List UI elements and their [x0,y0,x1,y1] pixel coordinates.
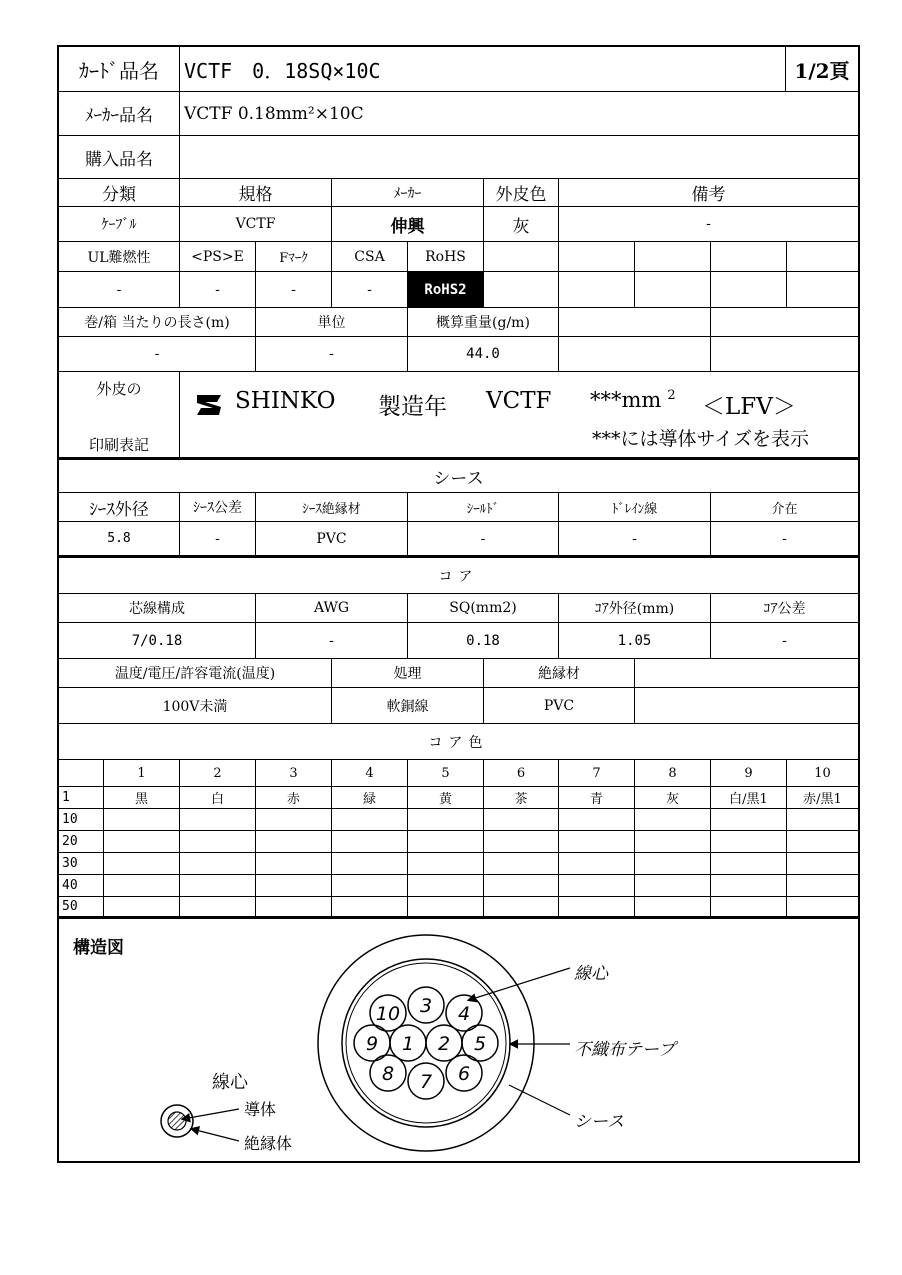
cert-value-row [59,272,858,308]
table-row [59,897,858,919]
color-cell [559,897,635,916]
shinko-logo-icon [195,393,223,417]
color-cell: 白 [180,787,256,808]
print-lfv: ＜LFV＞ [702,394,796,420]
sq-value: 0.18 [408,623,559,658]
color-cell: 1 [104,760,180,786]
core-title: コア [438,568,479,585]
small-label-conductor: 導体 [244,1100,277,1119]
ul-value: - [59,272,180,307]
length-header-blank [711,308,858,336]
sheath-header-row [59,493,858,522]
cert-value-blank [484,272,559,307]
sheath-insulation-value: PVC [256,522,408,555]
color-cell: 灰 [635,787,711,808]
color-cell [559,875,635,896]
color-cell [635,875,711,896]
electrical-header-blank [635,659,858,687]
color-cell: 黄 [408,787,484,808]
csa-header: CSA [332,242,408,271]
core-group [354,987,498,1099]
treatment-value: 軟銅線 [332,688,484,723]
label-tape: 不織布テープ [574,1040,676,1060]
core-number: 7 [419,1071,433,1093]
cert-value-blank [711,272,787,307]
sheath-value-row [59,522,858,558]
color-cell [635,897,711,916]
color-cell [484,853,559,874]
printing-label [59,372,180,457]
color-cell [332,809,408,830]
table-row [59,853,858,875]
spec-sheet [57,45,860,1163]
maker-name-label: ﾒｰｶｰ品名 [59,92,180,135]
row-label: 1 [59,787,104,808]
core-tolerance-value: - [782,632,787,649]
maker-name-row [59,92,858,136]
color-cell [180,809,256,830]
treatment-header: 処理 [332,659,484,687]
filler-value: - [782,530,787,547]
core-color-title-row [59,724,858,760]
core-number: 4 [457,1003,471,1025]
spec-value: VCTF [180,207,332,241]
row-label [59,760,104,786]
f-mark-value: - [256,272,332,307]
print-type: VCTF [486,388,552,414]
color-column-header-row [59,760,858,787]
color-cell [180,875,256,896]
f-mark-header: Fﾏｰｸ [256,242,332,271]
core-tolerance-header: ｺｱ公差 [763,601,806,617]
color-cell [256,853,332,874]
filler-header: 介在 [771,501,798,517]
card-name-label: ｶｰﾄﾞ品名 [59,47,180,91]
purchase-name-label: 購入品名 [59,136,180,178]
core-number: 1 [401,1033,415,1055]
color-cell [256,875,332,896]
length-header-blank [559,308,711,336]
maker-header: ﾒｰｶｰ [332,179,484,206]
classification-header: 分類 [59,179,180,206]
cert-header-blank [559,242,635,271]
cert-value-blank [635,272,711,307]
ul-header: UL難燃性 [59,242,180,271]
color-cell [711,809,787,830]
color-cell [332,831,408,852]
sheath-title: シース [433,468,484,489]
color-cell [559,809,635,830]
sheath-insulation-header: ｼｰｽ絶縁材 [256,493,408,521]
row-label: 30 [59,853,104,874]
color-cell: 9 [711,760,787,786]
color-cell: 10 [814,765,831,781]
small-label-insulation: 絶縁体 [244,1134,293,1153]
pse-value: - [180,272,256,307]
color-cell [484,831,559,852]
classification-value: ｹｰﾌﾞﾙ [59,207,180,241]
color-cell [635,809,711,830]
printing-label-bottom: 印刷表記 [88,436,149,454]
unit-header: 単位 [256,308,408,336]
color-cell: 白/黒1 [711,787,787,808]
color-cell [711,831,787,852]
length-per-roll-header: 巻/箱 当たりの長さ(m) [59,308,256,336]
insulation-header: 絶縁材 [484,659,635,687]
color-cell [408,853,484,874]
color-cell: 7 [559,760,635,786]
remarks-header: 備考 [691,185,726,205]
length-value-blank [559,337,711,371]
cert-header-blank [787,242,858,271]
color-cell: 8 [635,760,711,786]
length-per-roll-value: - [59,337,256,371]
unit-value: - [256,337,408,371]
purchase-name-value [180,136,858,178]
core-number: 8 [381,1063,395,1085]
core-header-row [59,594,858,623]
color-cell [332,897,408,916]
color-cell [104,897,180,916]
electrical-value-blank [635,688,858,723]
cert-header-blank [635,242,711,271]
row-label: 40 [59,875,104,896]
print-note: ***には導体サイズを表示 [592,428,809,450]
pse-header: <PS>E [180,242,256,271]
rohs-badge: RoHS2 [408,272,484,307]
color-cell: 6 [484,760,559,786]
table-row [59,787,858,809]
sheath-od-header: ｼｰｽ外径 [59,493,180,521]
print-year: 製造年 [378,394,447,420]
cert-header-row [59,242,858,272]
row-label: 50 [59,897,104,916]
row-label: 20 [59,831,104,852]
color-cell [787,853,858,874]
print-size-sup: 2 [667,388,676,403]
color-cell: 黒 [104,787,180,808]
core-od-value: 1.05 [559,623,711,658]
color-cell [711,853,787,874]
core-number: 3 [419,995,433,1017]
sheath-color-value: 灰 [484,207,559,241]
electrical-value-row [59,688,858,724]
color-cell: 3 [256,760,332,786]
color-cell [408,831,484,852]
label-sheath: シース [574,1112,625,1132]
printing-label-top: 外皮の [96,380,142,398]
drain-wire-header: ﾄﾞﾚｲﾝ線 [559,493,711,521]
insulation-value: PVC [484,688,635,723]
remarks-value: - [706,216,711,232]
structure-title: 構造図 [73,938,124,958]
sheath-title-row [59,460,858,493]
sheath-tolerance-value: - [180,522,256,555]
color-cell [256,809,332,830]
print-size [590,388,676,412]
color-cell: 緑 [332,787,408,808]
cert-header-blank [484,242,559,271]
sheath-od-value: 5.8 [59,522,180,555]
temp-voltage-header: 温度/電圧/許容電流(温度) [59,659,332,687]
color-cell: 茶 [484,787,559,808]
color-cell [559,853,635,874]
color-cell [104,831,180,852]
weight-value: 44.0 [408,337,559,371]
structure-diagram [59,917,858,1161]
color-cell [104,809,180,830]
core-number: 6 [457,1063,471,1085]
color-cell [104,853,180,874]
color-cell [180,897,256,916]
purchase-name-row [59,136,858,179]
sheath-tolerance-header: ｼｰｽ公差 [180,493,256,521]
row-label: 10 [59,809,104,830]
color-cell [711,897,787,916]
drain-wire-value: - [559,522,711,555]
core-number: 5 [473,1033,487,1055]
color-cell [408,875,484,896]
color-cell [787,809,858,830]
printing-row [59,372,858,460]
color-cell: 青 [559,787,635,808]
card-name-value: VCTF 0．18SQ×10C [180,47,786,91]
color-cell [180,831,256,852]
label-core: 線心 [574,964,608,984]
color-cell [484,875,559,896]
weight-header: 概算重量(g/m) [408,308,559,336]
color-cell: 赤 [256,787,332,808]
rohs-header: RoHS [408,242,484,271]
shield-header: ｼｰﾙﾄﾞ [408,493,559,521]
color-cell [484,809,559,830]
maker-name-value: VCTF 0.18mm²×10C [184,103,364,124]
print-size-text: ***mm [590,388,662,412]
cable-cross-section [59,917,858,1161]
strand-config-header: 芯線構成 [59,594,256,622]
color-cell: 2 [180,760,256,786]
color-cell [711,875,787,896]
color-cell: 赤/黒1 [803,792,842,807]
maker-value: 伸興 [332,207,484,241]
core-value-row [59,623,858,659]
awg-header: AWG [256,594,408,622]
csa-value: - [332,272,408,307]
strand-config-value: 7/0.18 [59,623,256,658]
color-cell [787,831,858,852]
table-row [59,809,858,831]
temp-voltage-value: 100V未満 [59,688,332,723]
color-cell [180,853,256,874]
sq-header: SQ(mm2) [408,594,559,622]
core-title-row [59,558,858,594]
color-cell [104,875,180,896]
cert-value-blank [559,272,635,307]
color-cell [408,897,484,916]
classification-header-row [59,179,858,207]
color-cell [332,853,408,874]
small-label-core: 線心 [212,1072,248,1093]
awg-value: - [256,623,408,658]
sheath-color-header: 外皮色 [484,179,559,206]
print-brand: SHINKO [235,388,336,414]
shield-value: - [408,522,559,555]
core-od-header: ｺｱ外径(mm) [559,594,711,622]
color-cell [256,897,332,916]
cert-header-blank [711,242,787,271]
length-header-row [59,308,858,337]
color-cell [635,831,711,852]
color-cell: 4 [332,760,408,786]
color-cell [484,897,559,916]
classification-value-row [59,207,858,242]
cert-value-blank [787,272,858,307]
color-cell [559,831,635,852]
electrical-header-row [59,659,858,688]
color-cell: 5 [408,760,484,786]
core-number: 9 [365,1033,379,1055]
length-value-row [59,337,858,372]
color-cell [635,853,711,874]
table-row [59,875,858,897]
color-cell [787,897,858,916]
core-number: 10 [375,1003,401,1025]
length-value-blank [711,337,858,371]
page-number: 1/2頁 [794,58,850,83]
color-cell [256,831,332,852]
core-number: 2 [437,1033,451,1055]
color-cell [332,875,408,896]
color-cell [787,875,858,896]
spec-header: 規格 [180,179,332,206]
printing-content [180,372,858,457]
core-color-title: コア色 [428,734,489,751]
card-name-row [59,47,858,92]
small-core-conductor [168,1112,186,1130]
table-row [59,831,858,853]
color-cell [408,809,484,830]
